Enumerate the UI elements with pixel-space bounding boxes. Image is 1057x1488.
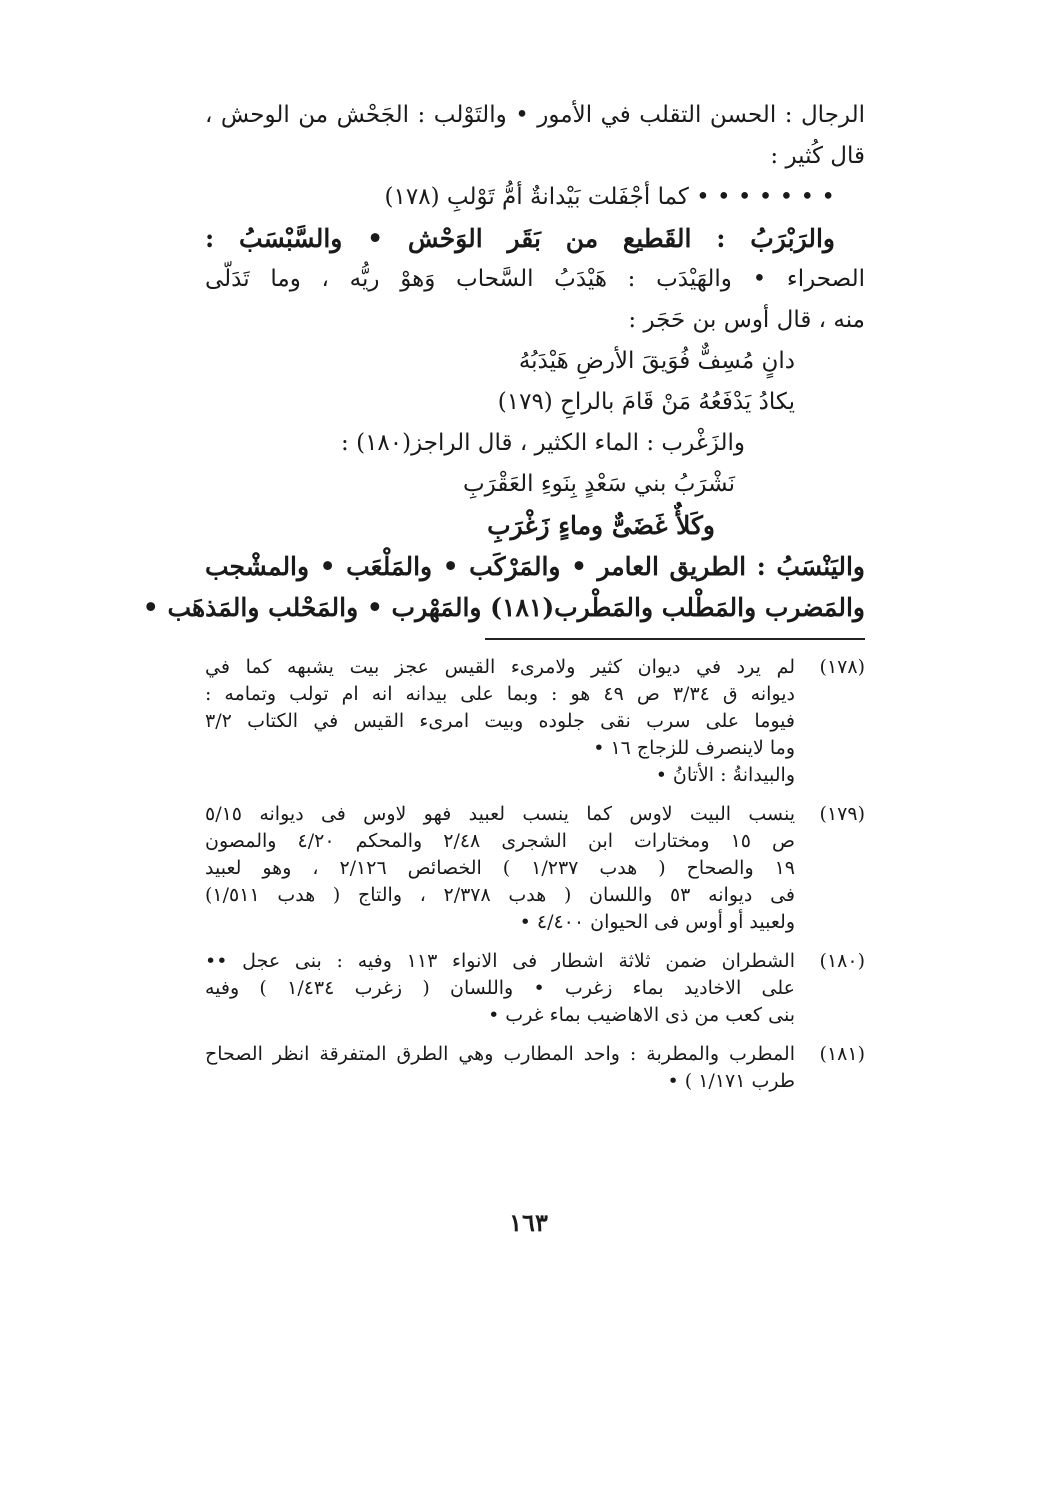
main-content <box>142 95 865 1107</box>
footnote-line: الشطران ضمن ثلاثة اشطار فى الانواء ١١٣ وفيه : بنى عجل •• <box>205 950 795 972</box>
footnote-number: (١٨١) <box>819 1043 865 1065</box>
footnote-separator <box>485 638 865 640</box>
page-number: ١٦٣ <box>509 1208 548 1237</box>
footnote-number: (١٧٩) <box>819 803 865 825</box>
verse-line-1: • • • • • • • كما أجْفَلت بَيْدانةٌ أمُّ تَوْلبِ (١٧٨) <box>384 184 835 210</box>
footnote-line: بنى كعب من ذى الاهاضيب بماء غرب • <box>488 1004 795 1026</box>
footnote-number: (١٨٠) <box>819 950 865 972</box>
footnote-line: ص ١٥ ومختارات ابن الشجرى ٢/٤٨ والمحكم ٤/٢٠ والمصون <box>205 830 796 852</box>
verse-line-3: يكادُ يَدْفَعُهُ مَنْ قَامَ بالراحِ (١٧٩) <box>497 389 795 415</box>
footnote-179 <box>205 801 865 936</box>
text-line-13: والمَضرب والمَطْلب والمَطْرب(١٨١) والمَهْرب • والمَحْلب والمَذهَب • <box>142 593 865 622</box>
verse-line-4: نَشْرَبُ بني سَعْدٍ بِنَوءِ العَقْرَبِ <box>463 471 735 497</box>
footnote-line: طرب ١/١٧١ ) • <box>667 1070 795 1092</box>
footnote-body <box>205 1041 795 1095</box>
footnote-line: لم يرد في ديوان كثير ولامرىء القيس عجز بيت يشبهه كما في <box>205 656 795 678</box>
footnote-line: ينسب البيت لاوس كما ينسب لعبيد فهو لاوس فى ديوانه ٥/١٥ <box>205 803 795 825</box>
footnote-line: فى ديوانه ٥٣ واللسان ( هدب ٢/٣٧٨ ، والتاج ( هدب ١/٥١١) <box>205 884 795 906</box>
footnote-line: فيوما على سرب نقى جلوده وبيت امرىء القيس في الكتاب ٣/٢ <box>205 710 795 732</box>
text-line-1: الرجال : الحسن التقلب في الأمور • والتَوْلب : الجَحْش من الوحش ، <box>205 102 865 128</box>
footnote-line: والبيدانةُ : الأتانُ • <box>655 764 795 786</box>
footnote-line: ١٩ والصحاح ( هدب ١/٢٣٧ ) الخصائص ٢/١٢٦ ، وهو لعبيد <box>205 857 796 879</box>
footnote-line: على الاخاديد بماء زغرب • واللسان ( زغرب ١/٤٣٤ ) وفيه <box>205 977 795 999</box>
footnote-line: ولعبيد أو أوس فى الحيوان ٤/٤٠٠ • <box>519 911 795 933</box>
text-line-5: الصحراء • والهَيْدَب : هَيْدَبُ السَّحاب وَهوْ ريُّه ، وما تَدَلّى <box>205 266 865 292</box>
text-line-4: والرَبْرَبُ : القَطيع من بَقَر الوَحْش • والسَّبْسَبُ : <box>205 224 835 253</box>
footnote-body <box>205 948 795 1029</box>
verse-line-5: وكَلأٌ غَضَىٌّ وماءٍ زَغْرَبِ <box>487 511 715 540</box>
footnote-181 <box>205 1041 865 1095</box>
text-line-9: والزَغْرب : الماء الكثير ، قال الراجز(١٨٠) : <box>341 430 745 456</box>
footnote-body <box>205 801 795 936</box>
footnote-180 <box>205 948 865 1029</box>
footnote-body <box>205 654 795 789</box>
footnote-line: ديوانه ق ٣/٣٤ ص ٤٩ هو : وبما على بيدانه انه ام تولب وتمامه : <box>205 683 796 705</box>
text-line-12: واليَنْسَبُ : الطريق العامر • والمَرْكَب • والمَلْعَب • والمشْجب <box>205 552 865 581</box>
footnote-line: وما لاينصرف للزجاج ١٦ • <box>593 737 795 759</box>
text-line-6: منه ، قال أوس بن حَجَر : <box>628 307 865 333</box>
footnote-line: المطرب والمطربة : واحد المطارب وهي الطرق المتفرقة انظر الصحاح <box>205 1043 795 1065</box>
text-line-2: قال كُثير : <box>770 143 865 169</box>
verse-line-2: دانٍ مُسِفٌّ فُوَيقَ الأرضِ هَيْدَبُهُ <box>518 348 795 374</box>
footnote-number: (١٧٨) <box>819 656 865 678</box>
footnote-178 <box>205 654 865 789</box>
